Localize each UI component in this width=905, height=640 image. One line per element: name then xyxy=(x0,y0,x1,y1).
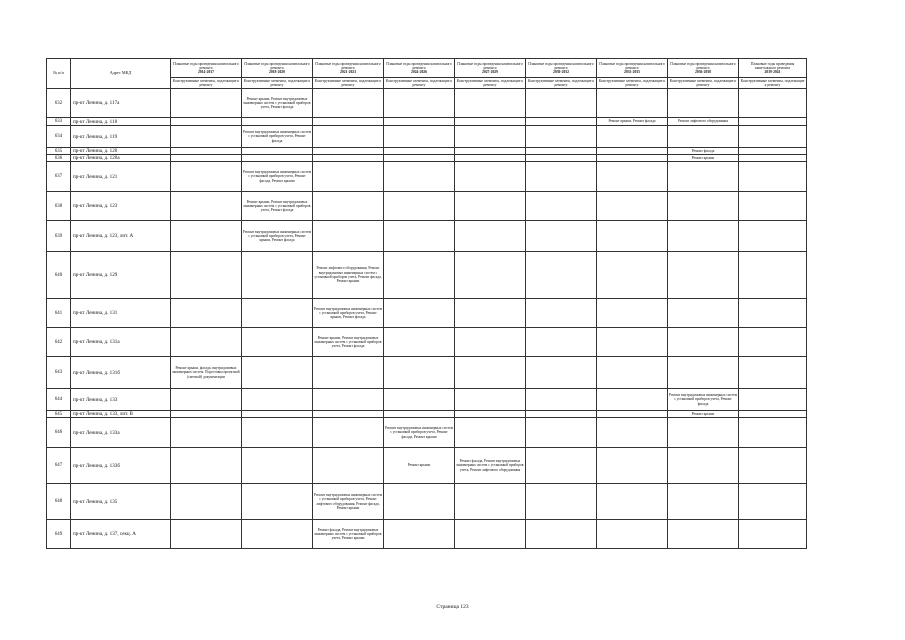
row-period-cell xyxy=(668,162,739,192)
table-row xyxy=(47,221,807,252)
row-period-cell xyxy=(739,118,807,126)
table-row xyxy=(47,484,807,520)
row-period-cell xyxy=(171,252,242,299)
row-period-cell xyxy=(384,520,455,549)
row-number: 649 xyxy=(47,520,71,549)
row-period-cell xyxy=(455,389,526,411)
row-period-cell xyxy=(242,484,313,520)
header-period-title: Плановые годы проведения капитального ремонта xyxy=(315,61,381,70)
row-period-cell xyxy=(739,148,807,155)
table-row xyxy=(47,148,807,155)
header-period-sub-4: Конструктивные элементы, подлежащие к ремонту xyxy=(455,78,526,89)
row-period-cell: Ремонт крыши xyxy=(668,155,739,162)
row-address: пр-кт Ленина, д. 133, лит. В xyxy=(71,411,171,418)
row-period-cell xyxy=(455,155,526,162)
row-period-cell xyxy=(384,162,455,192)
row-period-cell xyxy=(242,418,313,448)
row-period-cell xyxy=(668,192,739,221)
row-period-cell xyxy=(597,448,668,484)
row-period-cell xyxy=(597,357,668,389)
row-period-cell xyxy=(384,221,455,252)
row-period-cell xyxy=(384,299,455,328)
program-table-sheet xyxy=(46,58,807,549)
row-period-cell: Ремонт фасада, Ремонт внутридомовых инженерных систем с установкой приборов учета, Ремонт лифтового оборудования xyxy=(455,448,526,484)
row-period-cell xyxy=(526,148,597,155)
row-period-cell xyxy=(171,328,242,357)
row-number: 635 xyxy=(47,148,71,155)
row-period-cell xyxy=(455,126,526,148)
table-header xyxy=(47,59,807,89)
row-period-cell xyxy=(242,118,313,126)
header-period-5 xyxy=(526,59,597,78)
row-address: пр-кт Ленина, д. 135 xyxy=(71,484,171,520)
row-period-cell xyxy=(455,299,526,328)
table-row xyxy=(47,418,807,448)
header-period-title: Плановые годы проведения капитального ремонта xyxy=(670,61,736,70)
table-row xyxy=(47,126,807,148)
row-period-cell xyxy=(384,357,455,389)
table-row xyxy=(47,192,807,221)
row-address: пр-кт Ленина, д. 131б xyxy=(71,357,171,389)
row-number: 643 xyxy=(47,357,71,389)
row-period-cell xyxy=(242,328,313,357)
row-period-cell xyxy=(739,411,807,418)
row-period-cell: Ремонт фасада xyxy=(668,148,739,155)
header-period-years: 2027-2029 xyxy=(482,70,498,75)
header-period-2 xyxy=(313,59,384,78)
row-period-cell xyxy=(313,389,384,411)
row-address: пр-кт Ленина, д. 123, лит. А xyxy=(71,221,171,252)
header-period-6 xyxy=(597,59,668,78)
header-period-title: Плановые годы проведения капитального ремонта xyxy=(750,61,795,70)
row-period-cell xyxy=(739,162,807,192)
row-period-cell xyxy=(313,448,384,484)
row-number: 636 xyxy=(47,155,71,162)
row-period-cell xyxy=(242,448,313,484)
row-period-cell xyxy=(313,118,384,126)
row-period-cell: Ремонт крыши, фасада, внутридомовых инженерных систем. Подготовка проектной (сметной) документации xyxy=(171,357,242,389)
row-period-cell xyxy=(526,155,597,162)
row-period-cell xyxy=(384,252,455,299)
row-period-cell xyxy=(597,418,668,448)
row-period-cell xyxy=(668,418,739,448)
row-period-cell xyxy=(526,357,597,389)
row-period-cell xyxy=(668,328,739,357)
row-period-cell xyxy=(171,126,242,148)
row-number: 633 xyxy=(47,118,71,126)
row-period-cell: Ремонт крыши, Ремонт внутридомовых инженерных систем с установкой приборов учета, Ремонт фасада xyxy=(242,192,313,221)
row-period-cell xyxy=(739,484,807,520)
row-period-cell xyxy=(171,155,242,162)
header-period-sub-6: Конструктивные элементы, подлежащие к ремонту xyxy=(597,78,668,89)
row-period-cell xyxy=(739,389,807,411)
row-number: 642 xyxy=(47,328,71,357)
row-period-cell xyxy=(526,252,597,299)
row-address: пр-кт Ленина, д. 133а xyxy=(71,418,171,448)
row-period-cell xyxy=(171,389,242,411)
header-period-title: Плановые годы проведения капитального ремонта xyxy=(599,61,665,70)
table-row xyxy=(47,299,807,328)
row-address: пр-кт Ленина, д. 117а xyxy=(71,89,171,118)
table-row xyxy=(47,252,807,299)
row-period-cell xyxy=(668,299,739,328)
header-period-title: Плановые годы проведения капитального ремонта xyxy=(528,61,594,70)
row-period-cell xyxy=(597,89,668,118)
row-number: 639 xyxy=(47,221,71,252)
row-period-cell xyxy=(384,328,455,357)
row-address: пр-кт Ленина, д. 119 xyxy=(71,126,171,148)
row-period-cell xyxy=(526,418,597,448)
page-footer: Страница 123 xyxy=(436,604,469,610)
row-period-cell xyxy=(455,357,526,389)
header-period-3 xyxy=(384,59,455,78)
header-period-years: 2030-2032 xyxy=(553,70,569,75)
row-address: пр-кт Ленина, д. 120 xyxy=(71,148,171,155)
row-period-cell xyxy=(242,389,313,411)
table-row xyxy=(47,357,807,389)
row-period-cell: Ремонт крыши, Ремонт внутридомовых инженерных систем с установкой приборов учета, Ремонт фасада xyxy=(242,89,313,118)
row-period-cell: Ремонт внутридомовых инженерных систем с установкой приборов учета, Ремонт фасада, Ремонт крыши xyxy=(384,418,455,448)
row-period-cell: Ремонт внутридомовых инженерных систем с установкой приборов учета, Ремонт крыши, Ремонт фасада xyxy=(313,299,384,328)
row-period-cell xyxy=(668,221,739,252)
row-period-cell: Ремонт лифтового оборудования, Ремонт внутридомовых инженерных систем с установкой приборов учета, Ремонт фасада, Ремонт крыши xyxy=(313,252,384,299)
row-period-cell xyxy=(526,118,597,126)
row-period-cell xyxy=(739,155,807,162)
header-period-sub-3: Конструктивные элементы, подлежащие к ремонту xyxy=(384,78,455,89)
header-period-years: 2033-2035 xyxy=(624,70,640,75)
row-period-cell xyxy=(526,162,597,192)
row-period-cell xyxy=(171,418,242,448)
row-period-cell xyxy=(455,221,526,252)
header-period-years: 2021-2023 xyxy=(340,70,356,75)
row-period-cell xyxy=(668,520,739,549)
row-period-cell xyxy=(739,418,807,448)
row-period-cell xyxy=(739,520,807,549)
row-period-cell xyxy=(171,520,242,549)
row-period-cell xyxy=(455,162,526,192)
row-period-cell xyxy=(668,252,739,299)
row-period-cell xyxy=(313,126,384,148)
row-period-cell xyxy=(597,126,668,148)
row-address: пр-кт Ленина, д. 133б xyxy=(71,448,171,484)
row-period-cell xyxy=(526,389,597,411)
row-period-cell xyxy=(597,162,668,192)
row-number: 634 xyxy=(47,126,71,148)
row-number: 640 xyxy=(47,252,71,299)
row-period-cell: Ремонт внутридомовых инженерных систем с установкой приборов учета, Ремонт фасада, Ремонт крыши xyxy=(242,162,313,192)
row-period-cell xyxy=(313,148,384,155)
header-period-0 xyxy=(171,59,242,78)
row-period-cell xyxy=(242,252,313,299)
row-number: 641 xyxy=(47,299,71,328)
header-period-years: 2039-2041 xyxy=(764,70,781,75)
row-period-cell xyxy=(597,389,668,411)
row-period-cell xyxy=(384,148,455,155)
row-period-cell xyxy=(739,299,807,328)
row-period-cell xyxy=(455,252,526,299)
row-period-cell xyxy=(313,89,384,118)
header-period-years: 2024-2026 xyxy=(411,70,427,75)
row-period-cell xyxy=(526,192,597,221)
row-period-cell xyxy=(668,89,739,118)
header-period-years: 2018-2020 xyxy=(269,70,285,75)
row-address: пр-кт Ленина, д. 131а xyxy=(71,328,171,357)
row-period-cell xyxy=(739,252,807,299)
row-period-cell xyxy=(597,192,668,221)
row-period-cell xyxy=(384,192,455,221)
row-period-cell xyxy=(455,411,526,418)
row-period-cell xyxy=(455,192,526,221)
row-period-cell xyxy=(171,89,242,118)
row-period-cell xyxy=(313,418,384,448)
header-period-sub-8: Конструктивные элементы, подлежащие к ремонту xyxy=(739,78,807,89)
row-period-cell xyxy=(313,221,384,252)
row-period-cell xyxy=(526,299,597,328)
header-period-4 xyxy=(455,59,526,78)
row-period-cell: Ремонт крыши xyxy=(668,411,739,418)
row-period-cell: Ремонт внутридомовых инженерных систем с установкой приборов учета, Ремонт фасада xyxy=(242,126,313,148)
row-number: 646 xyxy=(47,418,71,448)
row-period-cell xyxy=(171,221,242,252)
header-period-7 xyxy=(668,59,739,78)
row-period-cell: Ремонт лифтового оборудования xyxy=(668,118,739,126)
table-row xyxy=(47,162,807,192)
row-period-cell xyxy=(739,89,807,118)
row-period-cell: Ремонт фасада, Ремонт внутридомовых инженерных систем с установкой приборов учета, Ремонт крыши xyxy=(313,520,384,549)
row-period-cell xyxy=(526,520,597,549)
row-period-cell xyxy=(384,118,455,126)
row-period-cell xyxy=(242,299,313,328)
row-period-cell: Ремонт внутридомовых инженерных систем с установкой приборов учета, Ремонт крыши, Ремонт фасада xyxy=(242,221,313,252)
row-period-cell xyxy=(597,252,668,299)
row-period-cell xyxy=(739,192,807,221)
row-period-cell xyxy=(526,89,597,118)
row-period-cell xyxy=(668,448,739,484)
row-period-cell xyxy=(171,448,242,484)
row-period-cell xyxy=(455,118,526,126)
row-period-cell xyxy=(455,148,526,155)
header-period-sub-2: Конструктивные элементы, подлежащие к ремонту xyxy=(313,78,384,89)
row-period-cell xyxy=(668,484,739,520)
row-period-cell xyxy=(455,89,526,118)
row-period-cell xyxy=(526,328,597,357)
row-period-cell xyxy=(668,357,739,389)
table-row xyxy=(47,411,807,418)
row-period-cell: Ремонт крыши, Ремонт внутридомовых инженерных систем с установкой приборов учета, Ремонт фасада xyxy=(313,328,384,357)
row-period-cell xyxy=(739,357,807,389)
row-period-cell xyxy=(171,192,242,221)
row-period-cell xyxy=(384,126,455,148)
row-period-cell xyxy=(384,155,455,162)
row-period-cell xyxy=(171,299,242,328)
row-address: пр-кт Ленина, д. 137, секц. А xyxy=(71,520,171,549)
row-period-cell xyxy=(384,484,455,520)
header-address: Адрес МКД xyxy=(71,59,171,89)
row-address: пр-кт Ленина, д. 120а xyxy=(71,155,171,162)
header-num: № п/п xyxy=(47,59,71,89)
row-number: 632 xyxy=(47,89,71,118)
row-period-cell xyxy=(739,448,807,484)
header-period-sub-5: Конструктивные элементы, подлежащие к ремонту xyxy=(526,78,597,89)
row-period-cell xyxy=(171,148,242,155)
row-period-cell xyxy=(597,299,668,328)
row-number: 644 xyxy=(47,389,71,411)
row-period-cell xyxy=(171,118,242,126)
header-period-1 xyxy=(242,59,313,78)
row-period-cell xyxy=(739,221,807,252)
row-number: 648 xyxy=(47,484,71,520)
row-number: 638 xyxy=(47,192,71,221)
row-period-cell xyxy=(313,357,384,389)
row-period-cell xyxy=(526,484,597,520)
table-row xyxy=(47,389,807,411)
row-period-cell xyxy=(171,411,242,418)
header-period-title: Плановые годы проведения капитального ремонта xyxy=(386,61,452,70)
row-period-cell xyxy=(242,520,313,549)
row-period-cell xyxy=(597,221,668,252)
row-period-cell: Ремонт внутридомовых инженерных систем с установкой приборов учета, Ремонт фасада xyxy=(668,389,739,411)
row-period-cell xyxy=(526,221,597,252)
row-period-cell xyxy=(597,328,668,357)
row-period-cell xyxy=(597,148,668,155)
row-address: пр-кт Ленина, д. 129 xyxy=(71,252,171,299)
repair-program-table xyxy=(46,58,807,549)
row-period-cell xyxy=(526,126,597,148)
row-period-cell xyxy=(384,411,455,418)
row-period-cell xyxy=(171,162,242,192)
row-period-cell xyxy=(739,328,807,357)
row-period-cell xyxy=(313,155,384,162)
row-period-cell xyxy=(242,148,313,155)
row-period-cell xyxy=(171,484,242,520)
row-period-cell xyxy=(526,448,597,484)
row-period-cell xyxy=(597,520,668,549)
header-period-sub-1: Конструктивные элементы, подлежащие к ремонту xyxy=(242,78,313,89)
row-period-cell xyxy=(455,484,526,520)
row-period-cell: Ремонт крыши xyxy=(384,448,455,484)
row-period-cell xyxy=(455,520,526,549)
table-row xyxy=(47,448,807,484)
row-period-cell xyxy=(242,357,313,389)
row-period-cell xyxy=(384,389,455,411)
row-period-cell: Ремонт внутридомовых инженерных систем с установкой приборов учета, Ремонт лифтового оборудования, Ремонт фасада, Ремонт крыши xyxy=(313,484,384,520)
table-row xyxy=(47,520,807,549)
row-period-cell xyxy=(455,418,526,448)
row-period-cell xyxy=(242,411,313,418)
header-period-title: Плановые годы проведения капитального ремонта xyxy=(173,61,239,70)
row-address: пр-кт Ленина, д. 131 xyxy=(71,299,171,328)
row-number: 645 xyxy=(47,411,71,418)
header-period-years: 2014-2017 xyxy=(198,70,214,75)
header-period-title: Плановые годы проведения капитального ремонта xyxy=(457,61,523,70)
header-period-8 xyxy=(739,59,807,78)
row-period-cell xyxy=(313,192,384,221)
row-period-cell xyxy=(384,89,455,118)
row-period-cell xyxy=(526,411,597,418)
row-period-cell xyxy=(668,126,739,148)
row-period-cell xyxy=(739,126,807,148)
row-number: 637 xyxy=(47,162,71,192)
header-period-title: Плановые годы проведения капитального ремонта xyxy=(244,61,310,70)
row-period-cell xyxy=(313,411,384,418)
row-period-cell xyxy=(313,162,384,192)
row-address: пр-кт Ленина, д. 118 xyxy=(71,118,171,126)
header-period-sub-0: Конструктивные элементы, подлежащие к ремонту xyxy=(171,78,242,89)
table-row xyxy=(47,118,807,126)
row-period-cell xyxy=(597,484,668,520)
row-number: 647 xyxy=(47,448,71,484)
row-period-cell xyxy=(597,155,668,162)
header-period-sub-7: Конструктивные элементы, подлежащие к ремонту xyxy=(668,78,739,89)
row-address: пр-кт Ленина, д. 133 xyxy=(71,389,171,411)
row-period-cell xyxy=(597,411,668,418)
row-period-cell xyxy=(455,328,526,357)
table-body xyxy=(47,89,807,549)
row-period-cell: Ремонт крыши, Ремонт фасада xyxy=(597,118,668,126)
table-row xyxy=(47,328,807,357)
header-period-years: 2036-2038 xyxy=(695,70,711,75)
table-row xyxy=(47,155,807,162)
row-address: пр-кт Ленина, д. 123 xyxy=(71,192,171,221)
table-row xyxy=(47,89,807,118)
row-address: пр-кт Ленина, д. 121 xyxy=(71,162,171,192)
row-period-cell xyxy=(242,155,313,162)
